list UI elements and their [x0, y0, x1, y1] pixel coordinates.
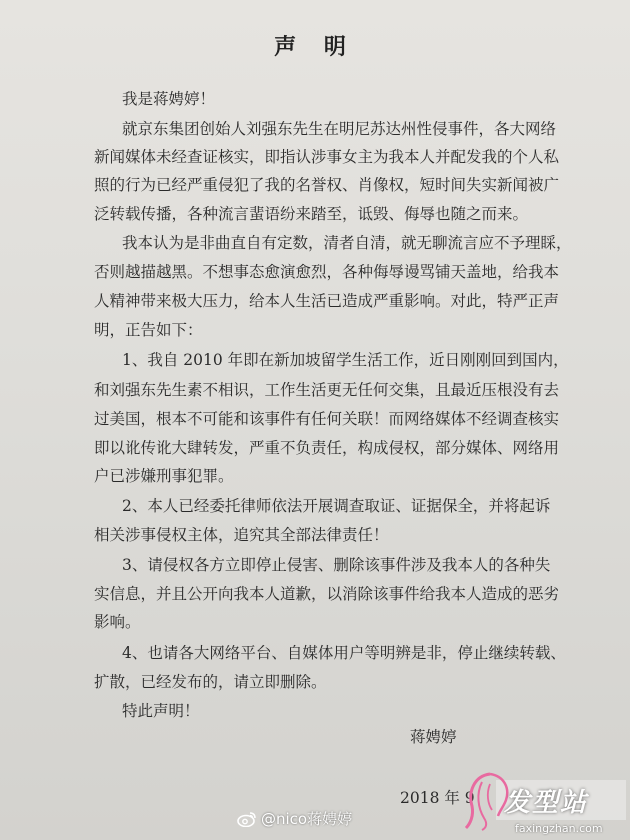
- statement-line: 照的行为已经严重侵犯了我的名誉权、肖像权，短时间失实新闻被广: [94, 176, 560, 194]
- statement-line: 泛转载传播，各种流言蜚语纷来踏至，诋毁、侮辱也随之而来。: [94, 205, 529, 223]
- statement-line: 我本认为是非曲直自有定数，清者自清，就无聊流言应不予理睬，: [122, 234, 572, 252]
- statement-line: 过美国，根本不可能和该事件有任何关联！而网络媒体不经调查核实: [94, 410, 560, 428]
- brand-name: 发型站: [504, 788, 589, 818]
- weibo-username: @nico蒋娉婷: [261, 810, 353, 828]
- statement-date: 2018 年 9: [400, 789, 475, 807]
- statement-line: 我是蒋娉婷！: [122, 90, 216, 108]
- statement-line: 1、我自 2010 年即在新加坡留学生活工作，近日刚刚回到国内，: [122, 351, 569, 369]
- statement-line: 实信息，并且公开向我本人道歉，以消除该事件给我本人造成的恶劣: [94, 585, 560, 603]
- statement-line: 人精神带来极大压力，给本人生活已造成严重影响。对此，特严正声: [94, 292, 560, 310]
- statement-line: 明，正告如下：: [94, 321, 203, 339]
- statement-line: 特此声明！: [122, 702, 200, 720]
- statement-line: 新闻媒体未经查证核实，即指认涉事女主为我本人并配发我的个人私: [94, 148, 560, 166]
- statement-line: 影响。: [94, 613, 141, 631]
- statement-line: 即以讹传讹大肆转发，严重不负责任，构成侵权，部分媒体、网络用: [94, 439, 560, 457]
- brand-url: faxingzhan.com: [515, 822, 603, 835]
- statement-line: 4、也请各大网络平台、自媒体用户等明辨是非，停止继续转载、: [122, 644, 566, 662]
- statement-line: 2、本人已经委托律师依法开展调查取证、证据保全，并将起诉: [122, 497, 551, 515]
- site-watermark: [460, 770, 630, 840]
- statement-line: 和刘强东先生素不相识，工作生活更无任何交集，且最近压根没有去: [94, 381, 560, 399]
- signature: 蒋娉婷: [410, 728, 457, 746]
- weibo-icon: [237, 811, 257, 827]
- statement-line: 户已涉嫌刑事犯罪。: [94, 467, 234, 485]
- statement-line: 就京东集团创始人刘强东先生在明尼苏达州性侵事件，各大网络: [122, 120, 557, 138]
- statement-line: 扩散，已经发布的，请立即删除。: [94, 673, 327, 691]
- statement-line: 相关涉事侵权主体，追究其全部法律责任！: [94, 526, 389, 544]
- statement-line: 3、请侵权各方立即停止侵害、删除该事件涉及我本人的各种失: [122, 556, 551, 574]
- weibo-watermark: [237, 808, 352, 829]
- document-title: 声 明: [274, 34, 356, 60]
- statement-line: 否则越描越黑。不想事态愈演愈烈，各种侮辱谩骂铺天盖地，给我本: [94, 263, 560, 281]
